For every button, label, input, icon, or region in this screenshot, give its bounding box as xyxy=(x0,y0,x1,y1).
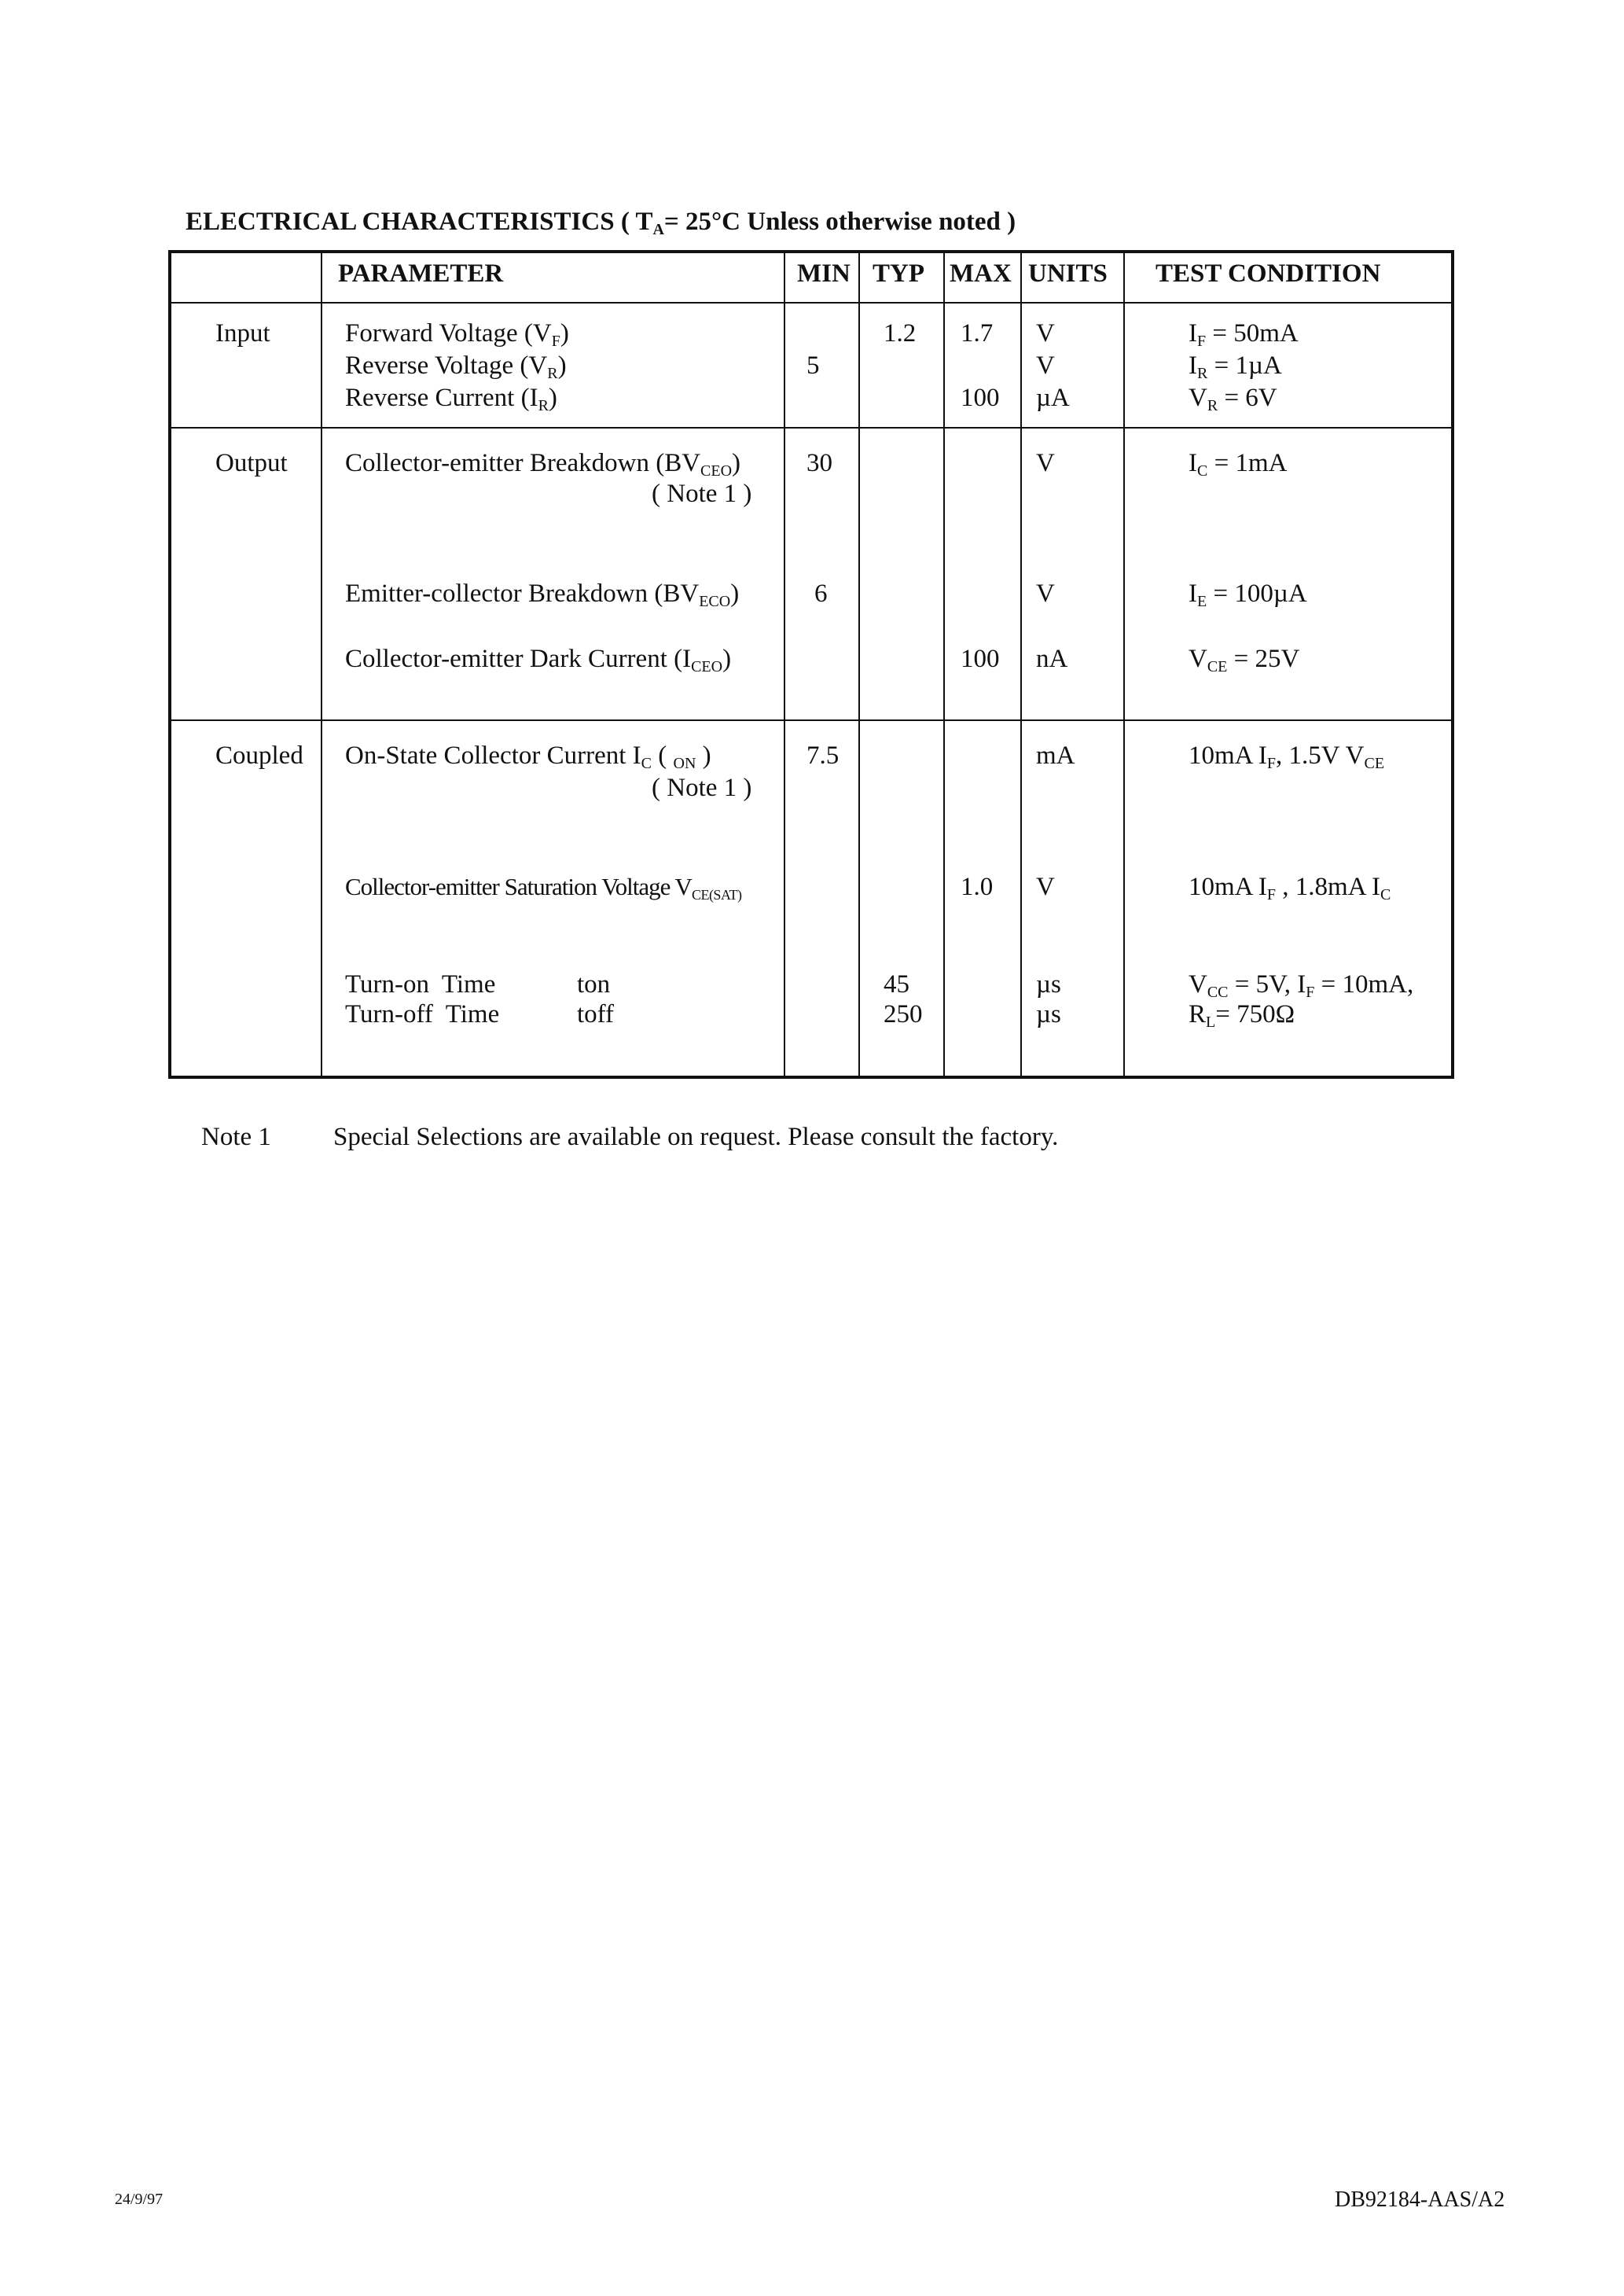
min-reverse-voltage: 5 xyxy=(806,351,820,380)
title-subscript: A xyxy=(652,221,664,238)
param-text: Reverse Current (I xyxy=(345,384,538,412)
col-divider-param xyxy=(784,250,785,1079)
cond-text-end: = 1mA xyxy=(1207,449,1288,477)
max-reverse-current: 100 xyxy=(961,384,1000,412)
cond-saturation-voltage xyxy=(1189,873,1391,903)
cond-subscript-2: CE xyxy=(1364,755,1385,772)
cond-subscript: F xyxy=(1266,886,1277,903)
cond-text: I xyxy=(1189,351,1197,380)
cond-text-end: = 10mA, xyxy=(1314,970,1414,999)
param-text: Collector-emitter Saturation Voltage V xyxy=(345,873,692,900)
symbol-turn-on-time: ton xyxy=(577,970,611,999)
col-divider-typ xyxy=(943,250,945,1079)
param-turn-off-time: Turn-off Time xyxy=(345,1000,500,1028)
cond-ec-breakdown xyxy=(1189,580,1307,610)
cond-text: V xyxy=(1189,970,1207,999)
param-subscript: CE(SAT) xyxy=(691,887,742,903)
header-min: MIN xyxy=(797,259,851,288)
param-subscript-2: ON xyxy=(673,755,696,772)
param-subscript: C xyxy=(641,755,652,772)
cond-reverse-voltage xyxy=(1189,351,1282,382)
note-on-state-current: ( Note 1 ) xyxy=(652,774,752,802)
cond-text-end: = 100µA xyxy=(1207,580,1307,608)
units-on-state-current: mA xyxy=(1036,741,1075,770)
cond-subscript: R xyxy=(1207,397,1218,414)
param-text-end: ) xyxy=(730,580,740,608)
param-text-mid: ( xyxy=(652,741,674,770)
cond-turn-off-time xyxy=(1189,1000,1295,1031)
param-subscript: ECO xyxy=(699,593,731,610)
units-ec-breakdown: V xyxy=(1036,580,1055,608)
cond-subscript-2: C xyxy=(1380,886,1391,903)
cond-text-mid: , 1.8mA I xyxy=(1276,873,1380,901)
units-dark-current: nA xyxy=(1036,645,1068,673)
cond-text-end: = 50mA xyxy=(1206,319,1299,348)
cond-subscript: E xyxy=(1197,593,1207,610)
cond-subscript: R xyxy=(1197,365,1208,382)
footer-doc-id: DB92184-AAS/A2 xyxy=(1335,2187,1505,2212)
col-divider-units xyxy=(1123,250,1125,1079)
param-reverse-current xyxy=(345,384,557,414)
param-text-end: ) xyxy=(560,319,569,348)
cond-text-end: = 750Ω xyxy=(1215,1000,1295,1028)
units-reverse-current: µA xyxy=(1036,384,1070,412)
cond-subscript: F xyxy=(1266,755,1277,772)
param-text: On-State Collector Current I xyxy=(345,741,641,770)
max-saturation-voltage: 1.0 xyxy=(961,873,994,901)
cond-text-end: = 25V xyxy=(1227,645,1300,673)
cond-subscript: L xyxy=(1206,1014,1216,1031)
cond-text-end: = 6V xyxy=(1218,384,1277,412)
header-test-condition: TEST CONDITION xyxy=(1156,259,1381,288)
units-ce-breakdown: V xyxy=(1036,449,1055,477)
cond-text-end: = 1µA xyxy=(1207,351,1282,380)
param-subscript: CEO xyxy=(700,462,733,480)
footer-date: 24/9/97 xyxy=(115,2191,164,2208)
units-turn-off-time: µs xyxy=(1036,1000,1061,1028)
symbol-turn-off-time: toff xyxy=(577,1000,615,1028)
cond-on-state-current xyxy=(1189,741,1385,772)
cond-text-mid: , 1.5V V xyxy=(1276,741,1365,770)
param-text-end: ) xyxy=(548,384,557,412)
param-text: Emitter-collector Breakdown (BV xyxy=(345,580,700,608)
title-text: ELECTRICAL CHARACTERISTICS ( T xyxy=(186,208,653,236)
param-turn-on-time: Turn-on Time xyxy=(345,970,496,999)
param-text: Collector-emitter Dark Current (I xyxy=(345,645,692,673)
row-divider-output xyxy=(168,719,1454,721)
min-on-state-current: 7.5 xyxy=(806,741,840,770)
cond-dark-current xyxy=(1189,645,1300,675)
cond-text: 10mA I xyxy=(1189,873,1267,901)
param-dark-current xyxy=(345,645,732,675)
cond-text: V xyxy=(1189,645,1207,673)
cond-subscript: CE xyxy=(1207,658,1228,675)
group-output: Output xyxy=(215,449,288,477)
cond-text: V xyxy=(1189,384,1207,412)
typ-forward-voltage: 1.2 xyxy=(884,319,917,348)
cond-reverse-current xyxy=(1189,384,1277,414)
header-max: MAX xyxy=(950,259,1012,288)
cond-subscript: F xyxy=(1197,333,1207,350)
cond-ce-breakdown xyxy=(1189,449,1288,480)
param-ec-breakdown xyxy=(345,580,740,610)
units-reverse-voltage: V xyxy=(1036,351,1055,380)
min-ec-breakdown: 6 xyxy=(814,580,828,608)
param-ce-breakdown xyxy=(345,449,741,480)
header-typ: TYP xyxy=(873,259,924,288)
param-on-state-current xyxy=(345,741,711,772)
header-units: UNITS xyxy=(1028,259,1108,288)
param-text-end: ) xyxy=(732,449,741,477)
cond-subscript-2: F xyxy=(1306,984,1315,1001)
cond-text: 10mA I xyxy=(1189,741,1267,770)
cond-text: R xyxy=(1189,1000,1207,1028)
cond-text: I xyxy=(1189,449,1197,477)
title-text-cont: = 25°C Unless otherwise noted ) xyxy=(663,208,1016,236)
cond-forward-voltage xyxy=(1189,319,1299,350)
param-subscript: R xyxy=(547,365,558,382)
param-subscript: CEO xyxy=(691,658,723,675)
max-forward-voltage: 1.7 xyxy=(961,319,994,348)
col-divider-min xyxy=(858,250,860,1079)
max-dark-current: 100 xyxy=(961,645,1000,673)
cond-subscript: CC xyxy=(1207,984,1229,1001)
param-forward-voltage xyxy=(345,319,569,350)
param-subscript: F xyxy=(551,333,560,350)
note-text: Special Selections are available on request. Please consult the factory. xyxy=(333,1123,1059,1151)
units-forward-voltage: V xyxy=(1036,319,1055,348)
note-ce-breakdown: ( Note 1 ) xyxy=(652,480,752,508)
cond-text: I xyxy=(1189,580,1197,608)
param-subscript: R xyxy=(538,397,549,414)
cond-subscript: C xyxy=(1197,462,1208,480)
row-divider-input xyxy=(168,427,1454,429)
typ-turn-off-time: 250 xyxy=(884,1000,923,1028)
min-ce-breakdown: 30 xyxy=(806,449,832,477)
note-label: Note 1 xyxy=(201,1123,271,1151)
param-text-end: ) xyxy=(722,645,732,673)
param-text-end: ) xyxy=(557,351,567,380)
header-divider xyxy=(168,302,1454,304)
col-divider-group xyxy=(321,250,322,1079)
typ-turn-on-time: 45 xyxy=(884,970,909,999)
cond-text: I xyxy=(1189,319,1197,348)
group-input: Input xyxy=(215,319,270,348)
param-reverse-voltage xyxy=(345,351,567,382)
section-title xyxy=(186,208,1016,238)
cond-turn-on-time xyxy=(1189,970,1414,1001)
param-text: Forward Voltage (V xyxy=(345,319,552,348)
cond-text-mid: = 5V, I xyxy=(1228,970,1306,999)
param-text-end: ) xyxy=(696,741,711,770)
param-text: Reverse Voltage (V xyxy=(345,351,548,380)
units-saturation-voltage: V xyxy=(1036,873,1055,901)
units-turn-on-time: µs xyxy=(1036,970,1061,999)
group-coupled: Coupled xyxy=(215,741,303,770)
param-text: Collector-emitter Breakdown (BV xyxy=(345,449,701,477)
param-saturation-voltage xyxy=(345,873,742,903)
header-parameter: PARAMETER xyxy=(338,259,504,288)
col-divider-max xyxy=(1020,250,1022,1079)
